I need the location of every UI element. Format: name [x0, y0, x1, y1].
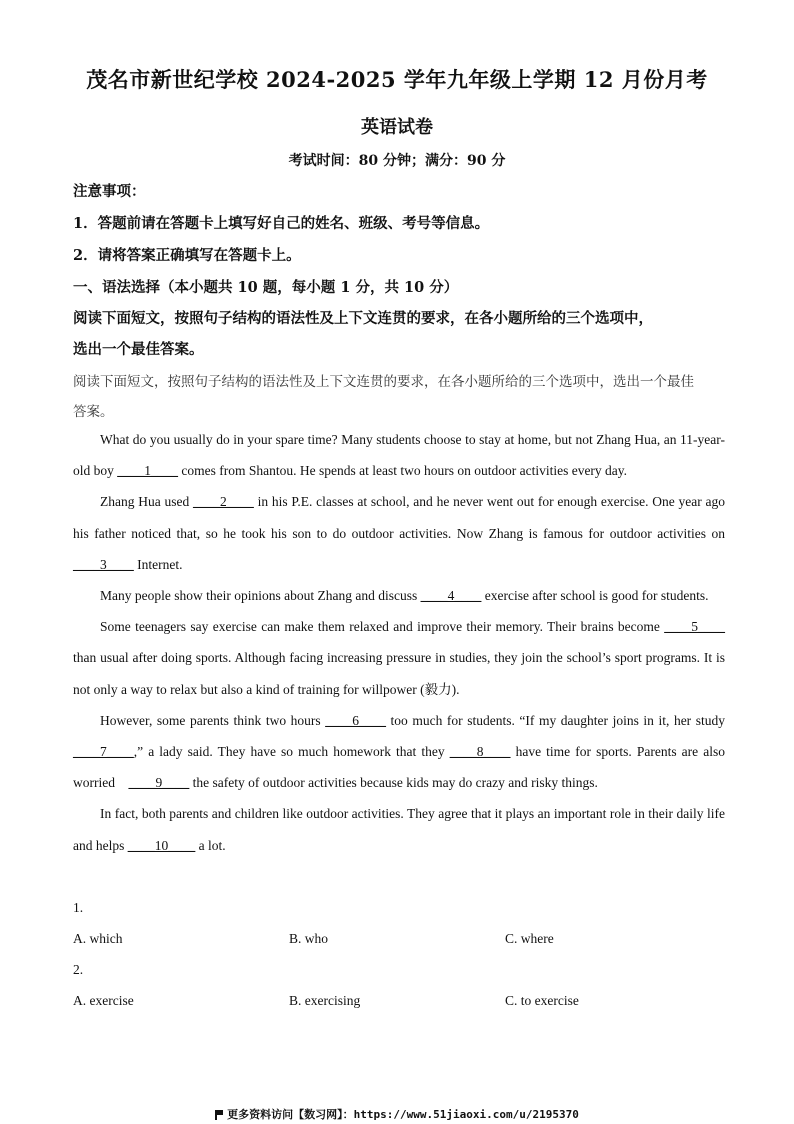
instruction-plain-line-2: 答案。	[73, 404, 114, 420]
passage-text: have time for sports. Parents are also worried	[73, 744, 729, 791]
exam-info: 考试时间：80 分钟；满分：90 分	[288, 153, 506, 169]
blank-5: ____5____	[664, 619, 725, 635]
footer-link[interactable]: 更多资料访问【数习网】：https://www.51jiaoxi.com/u/2195370	[227, 1108, 579, 1121]
passage-text: In fact, both parents and children like outdoor activities. They agree that it plays an important role in their daily life and helps	[73, 806, 725, 853]
passage-text: comes from Shantou. He spends at least two hours on outdoor activities every day.	[178, 463, 628, 479]
flag-icon	[215, 1110, 223, 1119]
passage-text: than usual after doing sports. Although facing increasing pressure in studies, they join the school’s sport programs. It is not only a way to relax but also a kind of training for willpower (毅力).	[73, 650, 725, 697]
option-c[interactable]: C. where	[505, 931, 554, 946]
option-b[interactable]: B. exercising	[289, 993, 361, 1008]
passage-text: too much for students. “If my daughter joins in it, her study	[385, 712, 726, 728]
blank-10: ____10____	[127, 837, 196, 853]
option-b[interactable]: B. who	[289, 931, 329, 946]
notice-item-2: 2．请将答案正确填写在答题卡上。	[73, 247, 301, 264]
passage-text: Many people show their opinions about Zhang and discuss	[100, 588, 421, 604]
passage-text: ,” a lady said. They have so much homework that they	[133, 744, 450, 760]
blank-9: ____9____	[128, 775, 190, 791]
instruction-plain-line-1: 阅读下面短文，按照句子结构的语法性及上下文连贯的要求，在各小题所给的三个选项中，选出一个最佳	[73, 374, 694, 390]
blank-7: ____7____	[73, 744, 134, 760]
passage-text: Some teenagers say exercise can make them relaxed and improve their memory. Their brains become	[100, 619, 665, 635]
instruction-bold-line-2: 选出一个最佳答案。	[73, 341, 204, 358]
page-subtitle: 英语试卷	[361, 117, 433, 138]
passage-paragraph	[73, 611, 725, 705]
passage-text: What do you usually do in your spare time? Many students choose to stay at home, but not Zhang Hua, an 11-year-old boy	[73, 432, 725, 479]
passage-text: exercise after school is good for students.	[481, 588, 709, 604]
passage-paragraph	[73, 705, 729, 799]
question-number: 1.	[73, 900, 84, 915]
footer	[0, 1106, 794, 1122]
notice-heading: 注意事项：	[73, 183, 146, 200]
option-a[interactable]: A. which	[73, 931, 123, 946]
blank-1: ____1____	[117, 463, 179, 479]
instruction-bold-line-1: 阅读下面短文，按照句子结构的语法性及上下文连贯的要求，在各小题所给的三个选项中，	[73, 310, 653, 327]
notice-item-1: 1．答题前请在答题卡上填写好自己的姓名、班级、考号等信息。	[73, 215, 490, 232]
passage-text: in his P.E. classes at school, and he never went out for enough exercise. One year ago his father noticed that, so he took his son to do outdoor activities. Now Zhang is famous for outdoor activities on	[73, 494, 726, 541]
passage-text: the safety of outdoor activities because kids may do crazy and risky things.	[189, 775, 598, 791]
blank-2: ____2____	[193, 494, 254, 510]
blank-8: ____8____	[449, 744, 511, 760]
passage-paragraph	[73, 580, 725, 611]
passage-text: However, some parents think two hours	[100, 712, 326, 728]
blank-6: ____6____	[325, 712, 386, 728]
passage-paragraph	[73, 486, 725, 580]
reading-passage	[73, 424, 729, 861]
passage-paragraph	[73, 798, 725, 860]
page-title: 茂名市新世纪学校 2024-2025 学年九年级上学期 12 月份月考	[86, 67, 708, 92]
passage-text: Internet.	[133, 556, 183, 572]
passage-text: a lot.	[195, 837, 226, 853]
option-c[interactable]: C. to exercise	[505, 993, 579, 1008]
passage-paragraph	[73, 424, 725, 486]
option-a[interactable]: A. exercise	[73, 993, 134, 1008]
blank-3: ____3____	[73, 556, 134, 572]
question-number: 2.	[73, 962, 84, 977]
section-heading: 一、语法选择（本小题共 10 题，每小题 1 分，共 10 分）	[73, 279, 459, 296]
passage-text: Zhang Hua used	[100, 494, 194, 510]
blank-4: ____4____	[420, 588, 482, 604]
